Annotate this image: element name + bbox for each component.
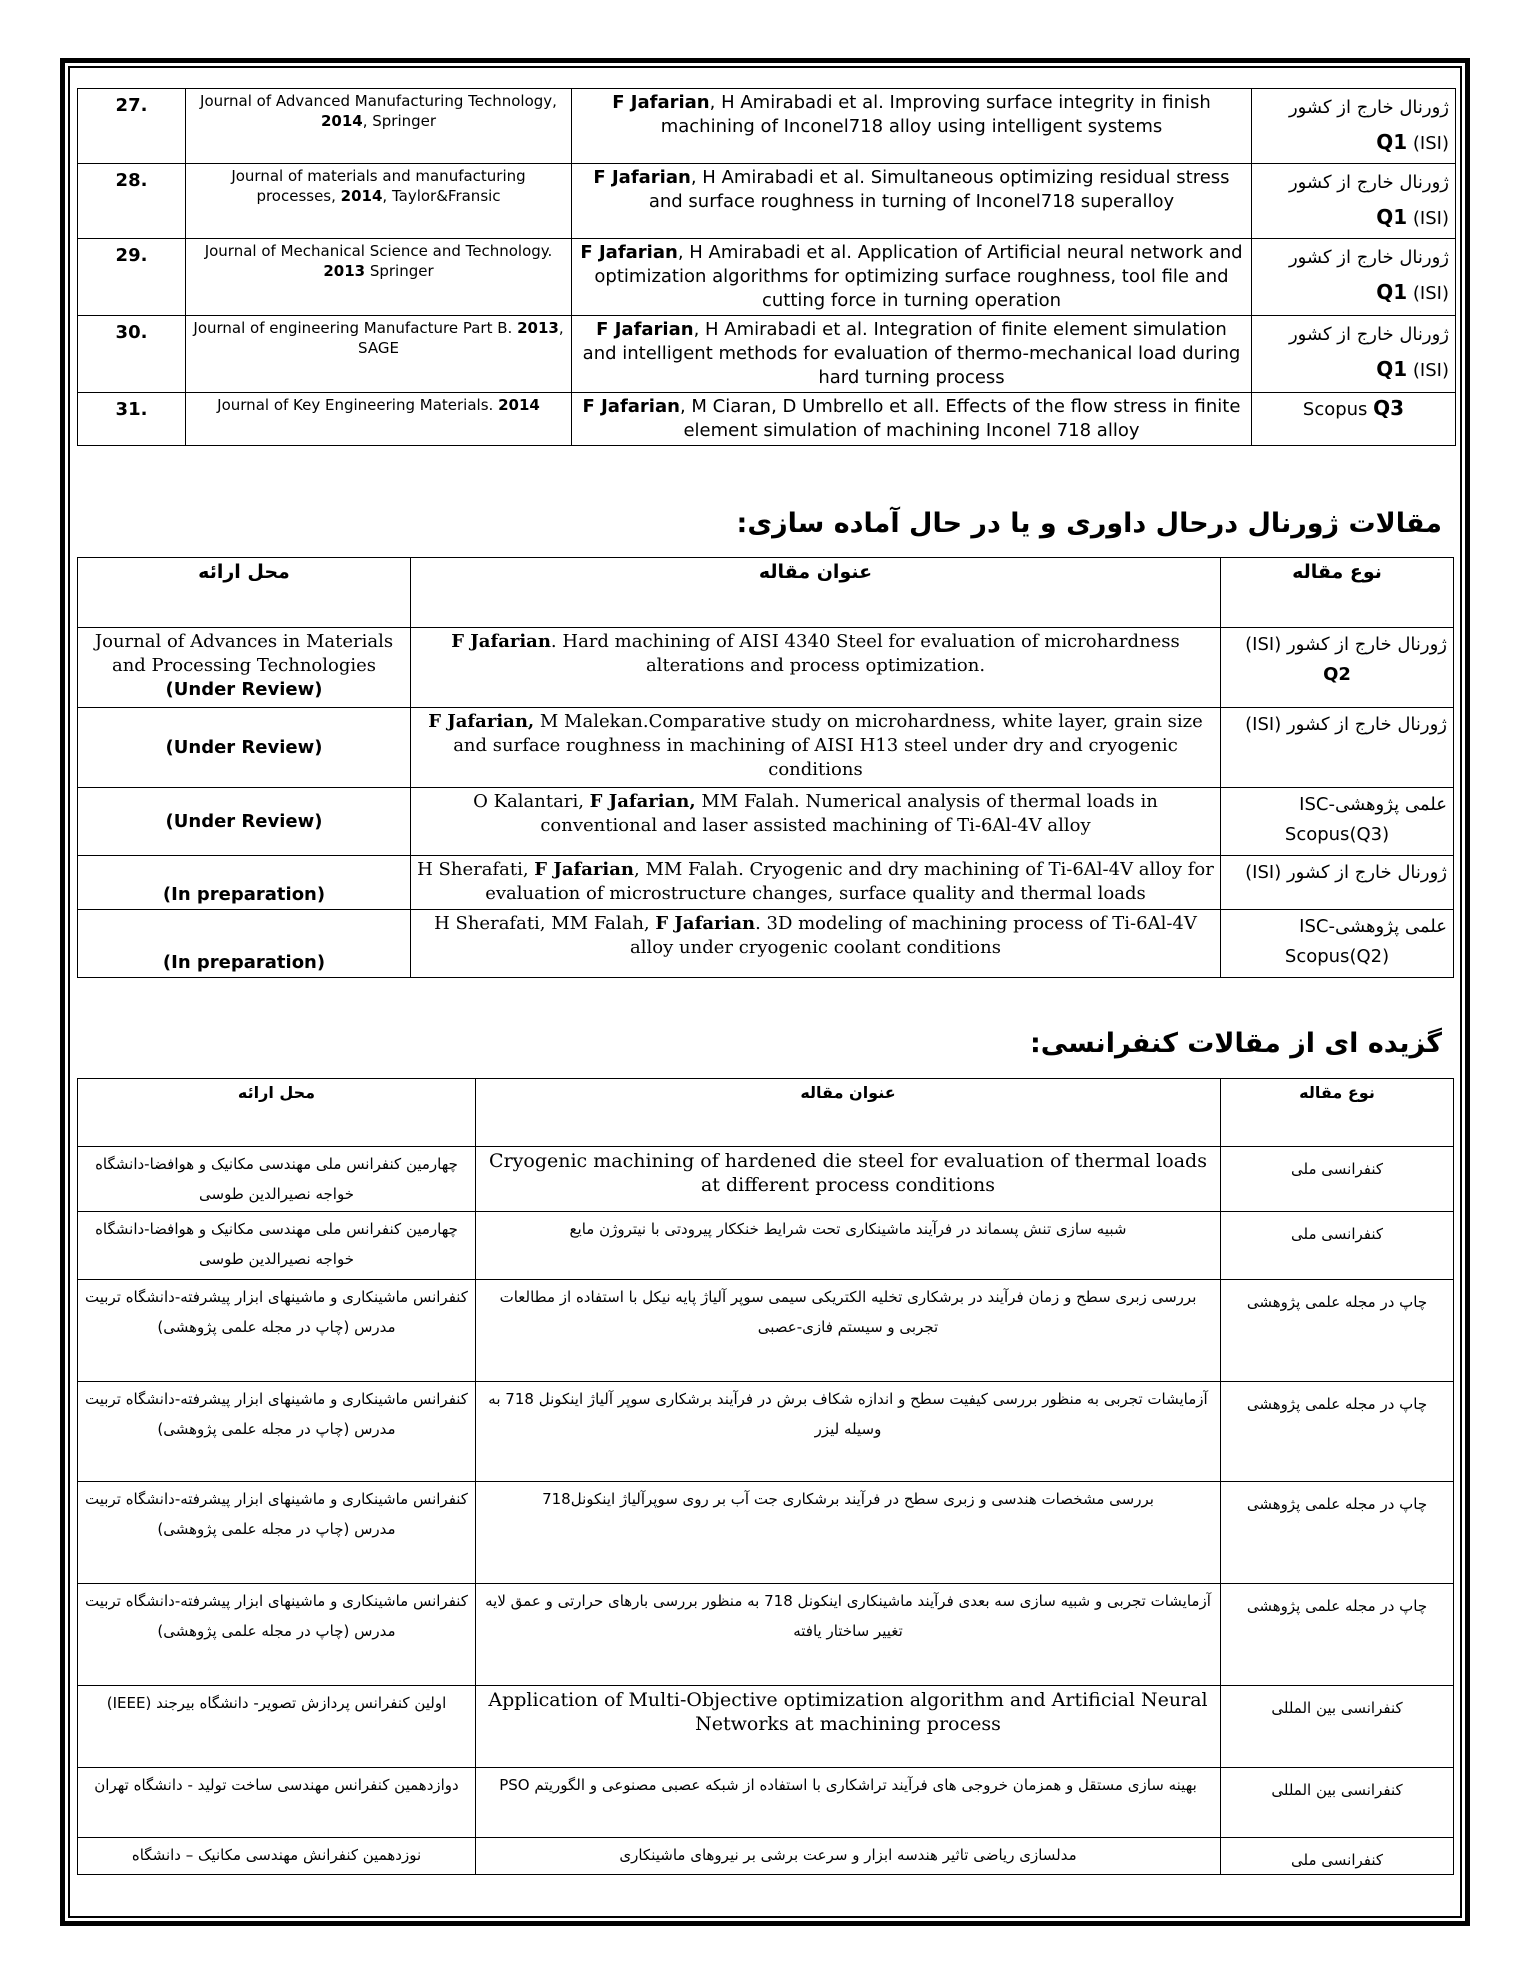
venue-year: 2014 bbox=[340, 187, 383, 205]
title-text: , M Ciaran, D Umbrello et all. Effects of the flow stress in finite element simulation of machining Inconel 718 alloy bbox=[679, 396, 1241, 441]
type-cell: چاپ در مجله علمی پژوهشی bbox=[1221, 1584, 1454, 1686]
title-text: MM Falah. Numerical analysis of thermal loads in conventional and laser assisted machining of Ti-6Al-4V alloy bbox=[540, 791, 1158, 836]
venue-cell: کنفرانس ماشینکاری و ماشینهای ابزار پیشرفته-دانشگاه تربیت مدرس (چاپ در مجله علمی پژوهشی) bbox=[78, 1280, 476, 1382]
type-quartile: Q2 bbox=[1323, 664, 1351, 685]
author-name: F Jafarian bbox=[655, 913, 756, 934]
title-prefix: O Kalantari, bbox=[473, 791, 590, 812]
title-cell bbox=[572, 393, 1252, 446]
type-cell bbox=[1252, 164, 1456, 239]
venue-year: 2014 bbox=[320, 112, 363, 130]
venue-name: Journal of Key Engineering Materials. bbox=[217, 396, 499, 414]
type-cell bbox=[1252, 393, 1456, 446]
title-text: M Malekan.Comparative study on microhardness, white layer, grain size and surface roughness in machining of AISI H13 steel under dry and cryogenic conditions bbox=[453, 711, 1203, 780]
table-row bbox=[78, 1584, 1454, 1686]
venue-publisher: , SAGE bbox=[358, 319, 564, 357]
type-cell: کنفرانسی ملی bbox=[1221, 1212, 1454, 1280]
title-cell bbox=[572, 239, 1252, 316]
row-number: 31. bbox=[78, 393, 186, 446]
table-row bbox=[78, 89, 1456, 164]
table-row bbox=[78, 1686, 1454, 1768]
author-name: F Jafarian bbox=[582, 396, 680, 417]
type-cell bbox=[1221, 628, 1454, 708]
title-cell: آزمایشات تجربی به منظور بررسی کیفیت سطح و اندازه شکاف برش در فرآیند برشکاری سوپر آلیاژ اینکونل 718 به وسیله لیزر bbox=[476, 1382, 1221, 1482]
title-cell bbox=[411, 856, 1221, 910]
type-index-line bbox=[1258, 275, 1449, 311]
venue-cell bbox=[186, 239, 572, 316]
table-row bbox=[78, 1838, 1454, 1875]
type-cell bbox=[1252, 239, 1456, 316]
table-row bbox=[78, 1482, 1454, 1584]
venue-name: Journal of materials and manufacturing processes, bbox=[231, 167, 526, 205]
header-venue: محل ارائه bbox=[78, 558, 411, 628]
type-quartile: Q1 bbox=[1376, 280, 1408, 304]
title-cell bbox=[572, 164, 1252, 239]
type-label: ژورنال خارج از کشور (ISI) bbox=[1245, 634, 1447, 655]
title-text: , H Amirabadi et al. Improving surface integrity in finish machining of Inconel718 alloy using intelligent systems bbox=[660, 92, 1211, 137]
venue-cell bbox=[78, 708, 411, 788]
venue-cell: کنفرانس ماشینکاری و ماشینهای ابزار پیشرفته-دانشگاه تربیت مدرس (چاپ در مجله علمی پژوهشی) bbox=[78, 1584, 476, 1686]
title-text: , MM Falah. Cryogenic and dry machining of Ti-6Al-4V alloy for evaluation of microstructure changes, surface quality and thermal loads bbox=[485, 859, 1214, 904]
venue-cell bbox=[78, 788, 411, 856]
title-text: . Hard machining of AISI 4340 Steel for evaluation of microhardness alterations and process optimization. bbox=[550, 631, 1180, 676]
status-badge: (Under Review) bbox=[165, 736, 323, 758]
venue-cell bbox=[78, 628, 411, 708]
type-label: ژورنال خارج از کشور bbox=[1288, 172, 1449, 193]
type-cell: چاپ در مجله علمی پژوهشی bbox=[1221, 1382, 1454, 1482]
type-index-line bbox=[1258, 352, 1449, 388]
title-cell: بررسی مشخصات هندسی و زبری سطح در فرآیند برشکاری جت آب بر روی سوپرآلیاژ اینکونل718 bbox=[476, 1482, 1221, 1584]
venue-cell: چهارمین کنفرانس ملی مهندسی مکانیک و هوافضا-دانشگاه خواجه نصیرالدین طوسی bbox=[78, 1147, 476, 1212]
title-cell: مدلسازی ریاضی تاثیر هندسه ابزار و سرعت برشی بر نیروهای ماشینکاری bbox=[476, 1838, 1221, 1875]
venue-name: Journal of Advances in Materials and Processing Technologies bbox=[94, 631, 394, 676]
type-cell bbox=[1252, 316, 1456, 393]
author-name: F Jafarian, bbox=[589, 791, 696, 812]
under-review-table bbox=[77, 557, 1454, 978]
table-row bbox=[78, 1768, 1454, 1838]
table-row bbox=[78, 1280, 1454, 1382]
status-badge: (In preparation) bbox=[162, 884, 326, 905]
type-cell: کنفرانسی ملی bbox=[1221, 1838, 1454, 1875]
venue-year: 2014 bbox=[498, 396, 540, 414]
title-cell bbox=[411, 788, 1221, 856]
conference-table bbox=[77, 1078, 1454, 1875]
venue-cell: دوازدهمین کنفرانس مهندسی ساخت تولید - دانشگاه تهران bbox=[78, 1768, 476, 1838]
table-row bbox=[78, 164, 1456, 239]
author-name: F Jafarian bbox=[534, 859, 634, 880]
title-cell: شبیه سازی تنش پسماند در فرآیند ماشینکاری تحت شرایط خنککار پیرودتی با نیتروژن مایع bbox=[476, 1212, 1221, 1280]
venue-cell bbox=[186, 89, 572, 164]
type-label: علمی پژوهشی-ISC bbox=[1299, 916, 1447, 937]
venue-cell: اولین کنفرانس پردازش تصویر- دانشگاه بیرجند (IEEE) bbox=[78, 1686, 476, 1768]
title-text: . 3D modeling of machining process of Ti-6Al-4V alloy under cryogenic coolant conditions bbox=[630, 913, 1197, 958]
table-row bbox=[78, 856, 1454, 910]
type-label: ژورنال خارج از کشور bbox=[1288, 247, 1449, 268]
type-label: ژورنال خارج از کشور bbox=[1288, 324, 1449, 345]
under-review-heading: مقالات ژورنال درحال داوری و یا در حال آماده سازی: bbox=[736, 508, 1442, 539]
header-type: نوع مقاله bbox=[1221, 558, 1454, 628]
venue-cell bbox=[186, 393, 572, 446]
type-label: ژورنال خارج از کشور (ISI) bbox=[1245, 714, 1447, 735]
row-number: 30. bbox=[78, 316, 186, 393]
venue-cell bbox=[78, 910, 411, 978]
type-cell: چاپ در مجله علمی پژوهشی bbox=[1221, 1482, 1454, 1584]
title-cell bbox=[411, 910, 1221, 978]
type-index: (ISI) bbox=[1412, 133, 1449, 154]
type-quartile: Q1 bbox=[1376, 130, 1408, 154]
conference-heading: گزیده ای از مقالات کنفرانسی: bbox=[1029, 1028, 1442, 1059]
venue-year: 2013 bbox=[323, 262, 366, 280]
title-cell: آزمایشات تجربی و شبیه سازی سه بعدی فرآیند ماشینکاری اینکونل 718 به منظور بررسی بارهای حرارتی و عمق لایه تغییر ساختار یافته bbox=[476, 1584, 1221, 1686]
type-quartile: Scopus(Q2) bbox=[1284, 946, 1390, 967]
author-name: F Jafarian bbox=[451, 631, 551, 652]
table-row bbox=[78, 910, 1454, 978]
table-row bbox=[78, 393, 1456, 446]
status-badge: (Under Review) bbox=[165, 679, 323, 700]
author-name: F Jafarian bbox=[596, 319, 694, 340]
venue-cell: کنفرانس ماشینکاری و ماشینهای ابزار پیشرفته-دانشگاه تربیت مدرس (چاپ در مجله علمی پژوهشی) bbox=[78, 1382, 476, 1482]
row-number: 29. bbox=[78, 239, 186, 316]
type-quartile: Q1 bbox=[1376, 357, 1408, 381]
venue-publisher: , Taylor&Fransic bbox=[382, 187, 501, 205]
venue-cell bbox=[186, 316, 572, 393]
table-row bbox=[78, 316, 1456, 393]
venue-cell: چهارمین کنفرانس ملی مهندسی مکانیک و هوافضا-دانشگاه خواجه نصیرالدین طوسی bbox=[78, 1212, 476, 1280]
author-name: F Jafarian bbox=[612, 92, 710, 113]
type-quartile: Q3 bbox=[1373, 396, 1405, 420]
venue-cell: کنفرانس ماشینکاری و ماشینهای ابزار پیشرفته-دانشگاه تربیت مدرس (چاپ در مجله علمی پژوهشی) bbox=[78, 1482, 476, 1584]
status-badge: (In preparation) bbox=[162, 952, 326, 973]
table-row bbox=[78, 1212, 1454, 1280]
title-prefix: H Sherafati, MM Falah, bbox=[434, 913, 656, 934]
header-title: عنوان مقاله bbox=[476, 1079, 1221, 1147]
type-label: ژورنال خارج از کشور (ISI) bbox=[1245, 862, 1447, 883]
row-number: 28. bbox=[78, 164, 186, 239]
type-cell: کنفرانسی ملی bbox=[1221, 1147, 1454, 1212]
type-cell bbox=[1221, 788, 1454, 856]
title-text: , H Amirabadi et al. Application of Artificial neural network and optimization algorithms for optimizing surface roughness, tool file and cutting force in turning operation bbox=[594, 242, 1243, 311]
type-index: (ISI) bbox=[1412, 283, 1449, 304]
title-text: , H Amirabadi et al. Simultaneous optimizing residual stress and surface roughness in turning of Inconel718 superalloy bbox=[648, 167, 1230, 212]
title-cell: Cryogenic machining of hardened die steel for evaluation of thermal loads at different process conditions bbox=[476, 1147, 1221, 1212]
table-row bbox=[78, 1147, 1454, 1212]
title-cell bbox=[572, 89, 1252, 164]
status-badge: (Under Review) bbox=[165, 810, 323, 832]
type-index: Scopus bbox=[1302, 399, 1368, 420]
table-row bbox=[78, 788, 1454, 856]
title-cell bbox=[411, 708, 1221, 788]
type-index-line bbox=[1258, 125, 1449, 161]
title-cell bbox=[411, 628, 1221, 708]
type-cell: کنفرانسی بین المللی bbox=[1221, 1686, 1454, 1768]
author-name: F Jafarian bbox=[593, 167, 691, 188]
title-cell: بررسی زبری سطح و زمان فرآیند در برشکاری تخلیه الکتریکی سیمی سوپر آلیاژ پایه نیکل با استفاده از مطالعات تجربی و سیستم فازی-عصبی bbox=[476, 1280, 1221, 1382]
type-quartile: Q1 bbox=[1376, 205, 1408, 229]
header-title: عنوان مقاله bbox=[411, 558, 1221, 628]
author-name: F Jafarian bbox=[580, 242, 678, 263]
type-cell: کنفرانسی بین المللی bbox=[1221, 1768, 1454, 1838]
type-quartile: Scopus(Q3) bbox=[1284, 824, 1390, 845]
title-cell bbox=[572, 316, 1252, 393]
type-label: ژورنال خارج از کشور bbox=[1288, 97, 1449, 118]
type-cell bbox=[1221, 708, 1454, 788]
type-index: (ISI) bbox=[1412, 360, 1449, 381]
title-cell: بهینه سازی مستقل و همزمان خروجی های فرآیند تراشکاری با استفاده از شبکه عصبی مصنوعی و الگوریتم PSO bbox=[476, 1768, 1221, 1838]
venue-cell bbox=[78, 856, 411, 910]
venue-name: Journal of Mechanical Science and Technology. bbox=[204, 242, 553, 260]
table-row bbox=[78, 239, 1456, 316]
header-type: نوع مقاله bbox=[1221, 1079, 1454, 1147]
type-cell bbox=[1221, 910, 1454, 978]
type-cell bbox=[1221, 856, 1454, 910]
title-cell: Application of Multi-Objective optimization algorithm and Artificial Neural Networks at machining process bbox=[476, 1686, 1221, 1768]
venue-cell: نوزدهمین کنفرانش مهندسی مکانیک – دانشگاه bbox=[78, 1838, 476, 1875]
venue-name: Journal of Advanced Manufacturing Technology, bbox=[200, 92, 557, 110]
table-row bbox=[78, 628, 1454, 708]
header-venue: محل ارائه bbox=[78, 1079, 476, 1147]
title-prefix: H Sherafati, bbox=[417, 859, 535, 880]
journal-articles-table bbox=[77, 88, 1456, 446]
type-label: علمی پژوهشی-ISC bbox=[1299, 794, 1447, 815]
title-text: , H Amirabadi et al. Integration of finite element simulation and intelligent methods for evaluation of thermo-mechanical load during hard turning process bbox=[582, 319, 1241, 388]
venue-publisher: Springer bbox=[365, 262, 434, 280]
venue-publisher: , Springer bbox=[362, 112, 437, 130]
venue-name: Journal of engineering Manufacture Part B. bbox=[193, 319, 518, 337]
venue-cell bbox=[186, 164, 572, 239]
type-cell bbox=[1252, 89, 1456, 164]
venue-year: 2013 bbox=[517, 319, 559, 337]
type-index-line bbox=[1258, 200, 1449, 236]
row-number: 27. bbox=[78, 89, 186, 164]
table-row bbox=[78, 708, 1454, 788]
table-row bbox=[78, 1382, 1454, 1482]
type-cell: چاپ در مجله علمی پژوهشی bbox=[1221, 1280, 1454, 1382]
type-index: (ISI) bbox=[1412, 208, 1449, 229]
author-name: F Jafarian, bbox=[428, 711, 535, 732]
